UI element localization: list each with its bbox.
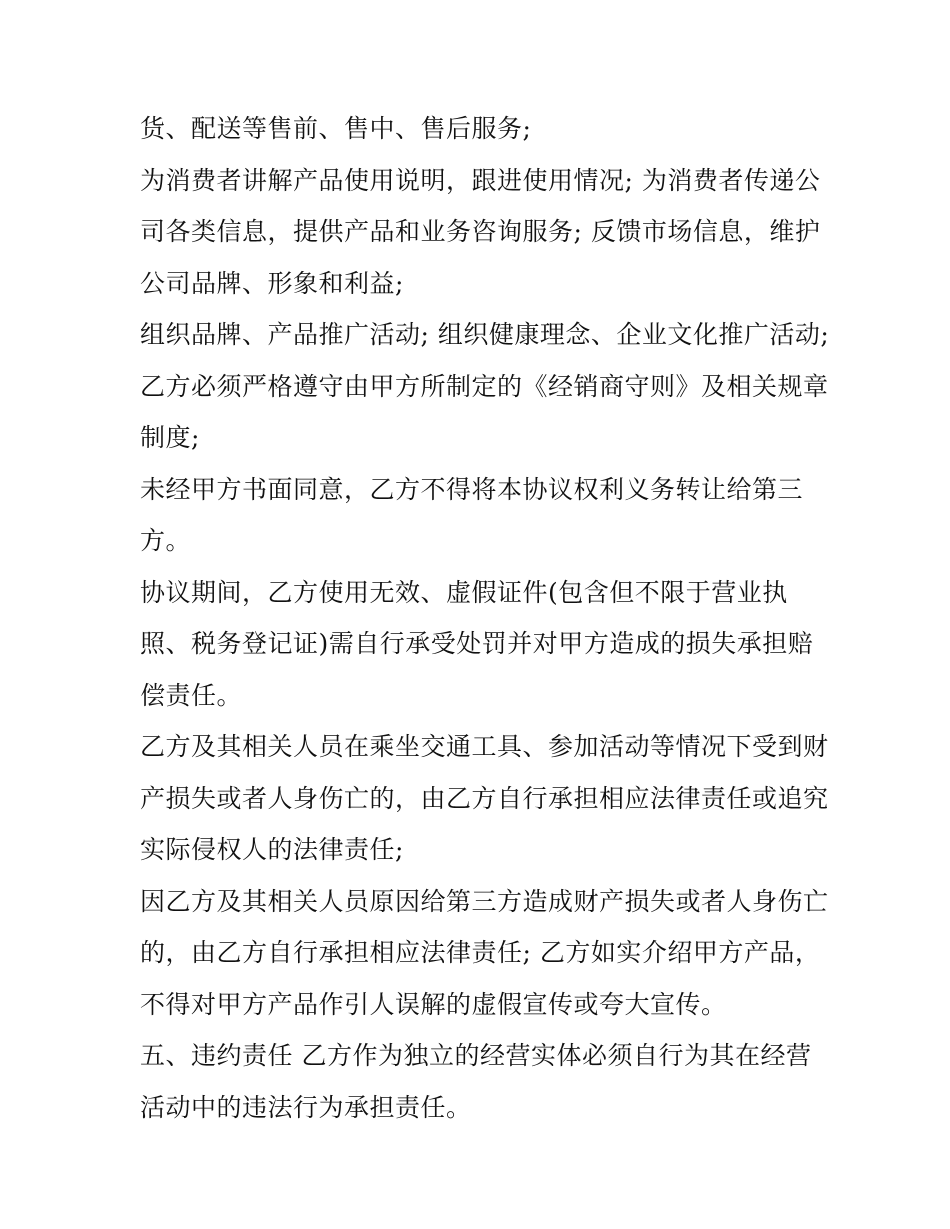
document-body [140, 103, 830, 1133]
text-line: 的，由乙方自行承担相应法律责任; 乙方如实介绍甲方产品， [140, 938, 821, 967]
text-line: 五、违约责任 乙方作为独立的经营实体必须自行为其在经营 [140, 1041, 812, 1070]
text-line: 乙方必须严格遵守由甲方所制定的《经销商守则》及相关规章 [140, 371, 829, 401]
text-line: 制度; [140, 423, 200, 452]
text-line: 组织品牌、产品推广活动; 组织健康理念、企业文化推广活动; [140, 320, 830, 349]
text-line: 乙方及其相关人员在乘坐交通工具、参加活动等情况下受到财 [140, 732, 829, 761]
text-line: 产损失或者人身伤亡的，由乙方自行承担相应法律责任或追究 [140, 783, 829, 813]
text-line: 未经甲方书面同意，乙方不得将本协议权利义务转让给第三 [140, 474, 804, 504]
text-line: 因乙方及其相关人员原因给第三方造成财产损失或者人身伤亡 [140, 886, 829, 916]
text-line: 不得对甲方产品作引人误解的虚假宣传或夸大宣传。 [140, 989, 727, 1019]
text-line: 货、配送等售前、售中、售后服务; [140, 114, 532, 143]
text-line: 为消费者讲解产品使用说明，跟进使用情况; 为消费者传递公 [140, 165, 821, 195]
text-line: 司各类信息，提供产品和业务咨询服务; 反馈市场信息，维护 [140, 217, 821, 246]
text-line: 照、税务登记证)需自行承受处罚并对甲方造成的损失承担赔 [140, 629, 814, 658]
text-line: 公司品牌、形象和利益; [140, 268, 404, 298]
text-line: 活动中的违法行为承担责任。 [140, 1092, 472, 1122]
text-line: 实际侵权人的法律责任; [140, 835, 404, 864]
text-line: 协议期间，乙方使用无效、虚假证件(包含但不限于营业执 [140, 577, 788, 607]
text-line: 偿责任。 [140, 680, 243, 710]
text-line: 方。 [140, 526, 192, 555]
